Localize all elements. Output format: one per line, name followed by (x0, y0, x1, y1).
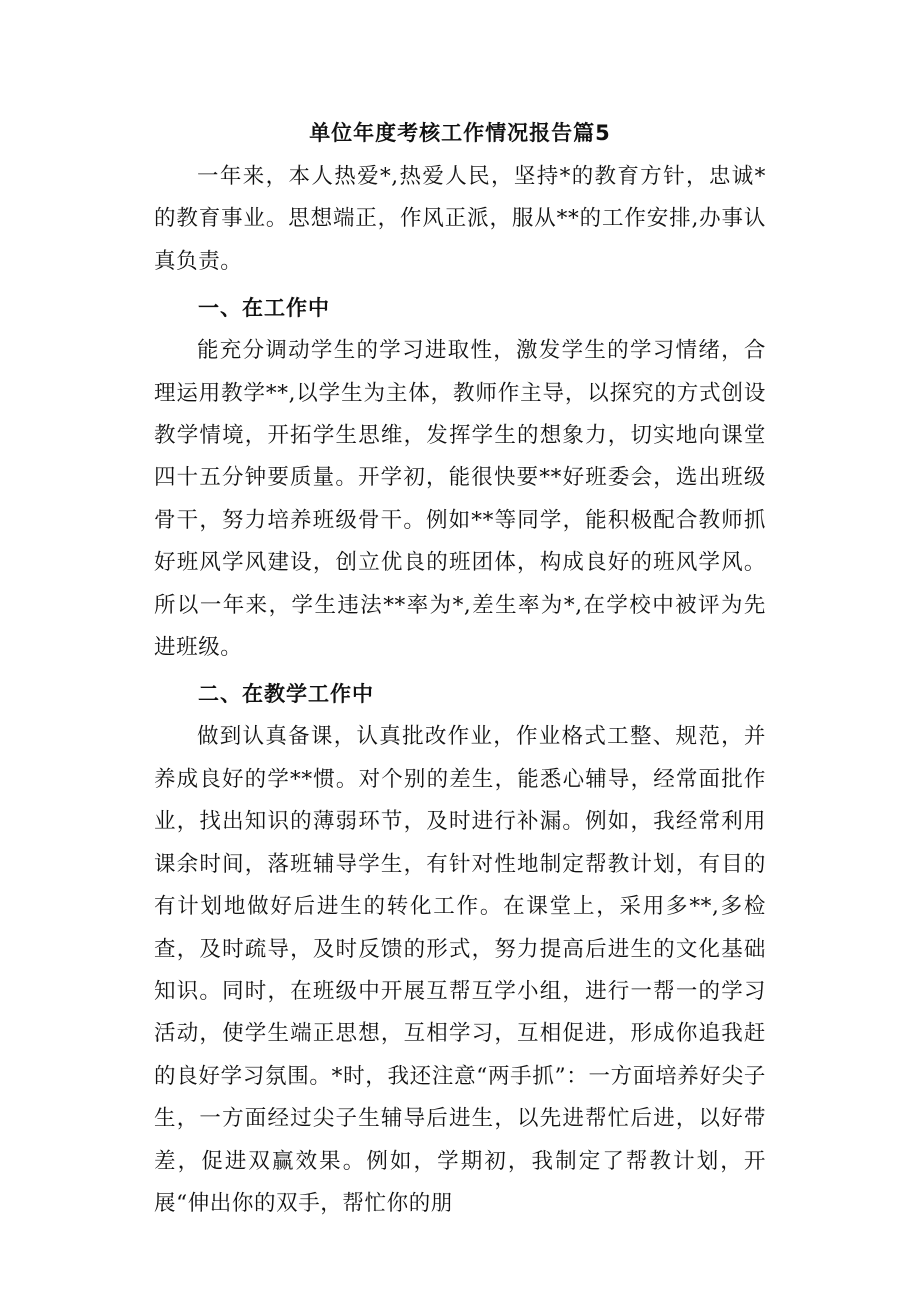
section-paragraph-2: 做到认真备课，认真批改作业，作业格式工整、规范，并养成良好的学**惯。对个别的差生，能悉心辅导，经常面批作业，找出知识的薄弱环节，及时进行补漏。例如，我经常利用课余时间，落班辅导学生，有针对性地制定帮教计划，有目的有计划地做好后进生的转化工作。在课堂上，采用多**,多检查，及时疏导，及时反馈的形式，努力提高后进生的文化基础知识。同时，在班级中开展互帮互学小组，进行一帮一的学习活动，使学生端正思想，互相学习，互相促进，形成你追我赶的良好学习氛围。*时，我还注意“两手抓”：一方面培养好尖子生，一方面经过尖子生辅导后进生，以先进帮忙后进，以好带差，促进双赢效果。例如，学期初，我制定了帮教计划，开展“伸出你的双手，帮忙你的朋 (154, 724, 766, 1216)
section-heading-1: 一、在工作中 (198, 296, 330, 321)
document-title: 单位年度考核工作情况报告篇5 (309, 121, 611, 145)
document-body (154, 156, 766, 1225)
section-paragraph-1: 能充分调动学生的学习进取性，激发学生的学习情绪，合理运用教学**,以学生为主体，教师作主导，以探究的方式创设教学情境，开拓学生思维，发挥学生的想象力，切实地向课堂四十五分钟要质量。开学初，能很快要**好班委会，选出班级骨干，努力培养班级骨干。例如**等同学，能积极配合教师抓好班风学风建设，创立优良的班团体，构成良好的班风学风。所以一年来，学生违法**率为*,差生率为*,在学校中被评为先进班级。 (154, 338, 766, 661)
section-heading-2: 二、在教学工作中 (198, 682, 374, 707)
intro-paragraph: 一年来，本人热爱*,热爱人民，坚持*的教育方针，忠诚*的教育事业。思想端正，作风正派，服从**的工作安排,办事认真负责。 (154, 164, 766, 274)
